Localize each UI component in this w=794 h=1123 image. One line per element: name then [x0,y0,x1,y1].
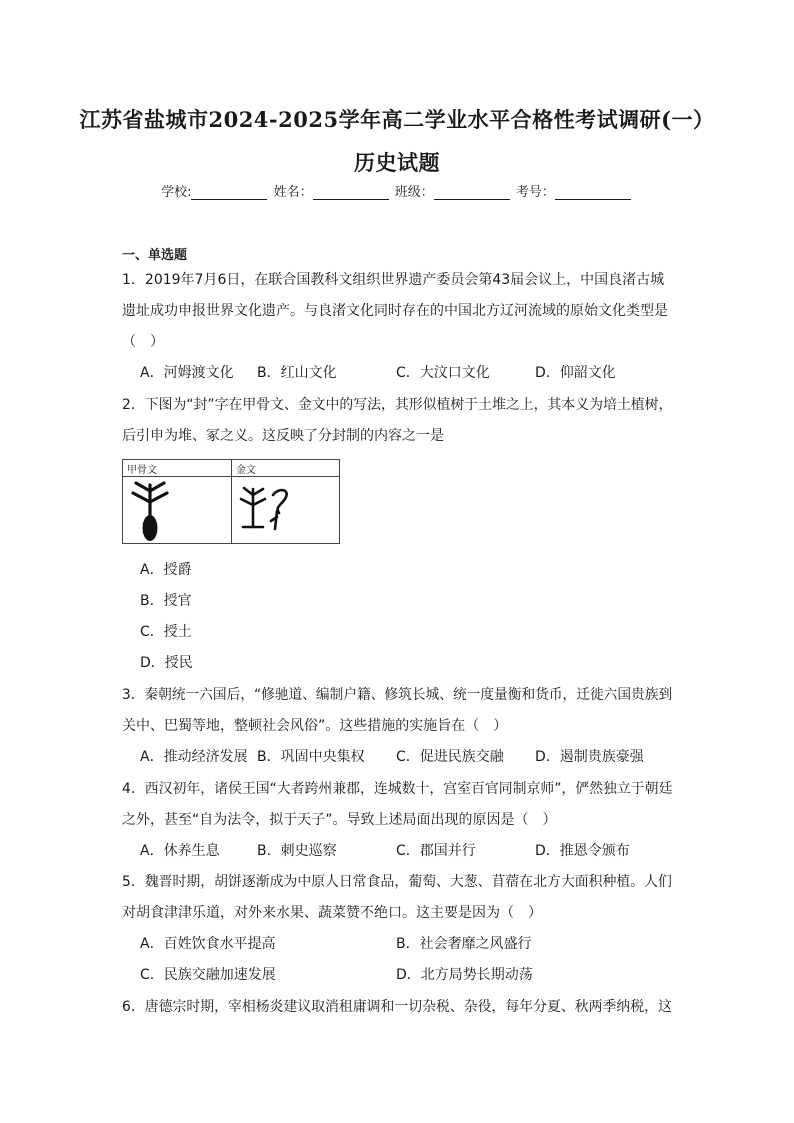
question-2-line-1: 2．下图为“封”字在甲骨文、金文中的写法，其形似植树于土堆之上，其本义为培土植树， [122,397,673,413]
q1-option-d: D．仰韶文化 [535,365,616,381]
q5-option-a: A．百姓饮食水平提高 [140,936,276,952]
question-5-line-2: 对胡食津津乐道，对外来水果、蔬菜赞不绝口。这主要是因为（ ） [122,905,542,921]
exam-number-label: 考号： [515,185,555,200]
class-label: 班级： [394,185,434,200]
class-blank [434,186,510,200]
q5-option-b: B．社会奢靡之风盛行 [396,936,532,952]
question-3-line-1: 3．秦朝统一六国后，“修驰道、编制户籍、修筑长城、统一度量衡和货币，迁徙六国贵族到 [122,687,673,703]
question-3-line-2: 关中、巴蜀等地，整顿社会风俗”。这些措施的实施旨在（ ） [122,718,508,734]
q2-option-d: D．授民 [140,655,193,671]
student-info-row [0,181,794,200]
question-6-line-1: 6．唐德宗时期，宰相杨炎建议取消租庸调和一切杂税、杂役，每年分夏、秋两季纳税，这 [122,999,672,1015]
q2-option-a: A．授爵 [140,562,192,578]
q4-option-d: D．推恩令颁布 [535,843,630,859]
name-label: 姓名： [273,185,313,200]
q1-option-b: B．红山文化 [257,365,337,381]
q3-option-c: C．促进民族交融 [396,749,504,765]
question-5-line-1: 5．魏晋时期，胡饼逐渐成为中原人日常食品，葡萄、大葱、苜蓿在北方大面积种植。人们 [122,874,672,890]
exam-number-blank [555,186,631,200]
bronze-inscription-label: 金文 [236,465,256,476]
question-2-line-2: 后引申为堆、冢之义。这反映了分封制的内容之一是 [122,428,444,444]
q2-option-b: B．授官 [140,593,192,609]
name-blank [313,186,389,200]
section-heading: 一、单选题 [122,248,188,263]
q2-option-c: C．授土 [140,624,192,640]
q4-option-c: C．郡国并行 [396,843,476,859]
school-blank [191,186,267,200]
q3-option-b: B．巩固中央集权 [257,749,365,765]
q1-option-a: A．河姆渡文化 [140,365,234,381]
exam-subtitle: 历史试题 [354,150,440,175]
q1-option-c: C．大汶口文化 [396,365,490,381]
question-4-line-2: 之外，甚至“自为法令，拟于天子”。导致上述局面出现的原因是（ ） [122,812,557,828]
q4-option-b: B．刺史巡察 [257,843,337,859]
bronze-inscription-glyph-image [231,477,339,543]
oracle-bone-glyph-image [123,477,231,543]
q4-option-a: A．休养生息 [140,843,220,859]
q5-option-d: D．北方局势长期动荡 [396,967,533,983]
oracle-bone-label: 甲骨文 [127,465,157,476]
question-1-line-3: （ ） [122,334,164,350]
q3-option-a: A．推动经济发展 [140,749,248,765]
school-label: 学校: [161,185,192,200]
question-4-line-1: 4．西汉初年，诸侯王国“大者跨州兼郡，连城数十，宫室百官同制京师”，俨然独立于朝廷 [122,781,673,797]
exam-title: 江苏省盐城市2024-2025学年高二学业水平合格性考试调研(一） [79,107,715,132]
question-1-line-1: 1．2019年7月6日，在联合国教科文组织世界遗产委员会第43届会议上，中国良渚古城 [122,272,665,288]
q5-option-c: C．民族交融加速发展 [140,967,276,983]
question-1-line-2: 遗址成功申报世界文化遗产。与良渚文化同时存在的中国北方辽河流域的原始文化类型是 [122,303,668,319]
feng-character-figure [122,459,340,544]
q3-option-d: D．遏制贵族豪强 [535,749,644,765]
